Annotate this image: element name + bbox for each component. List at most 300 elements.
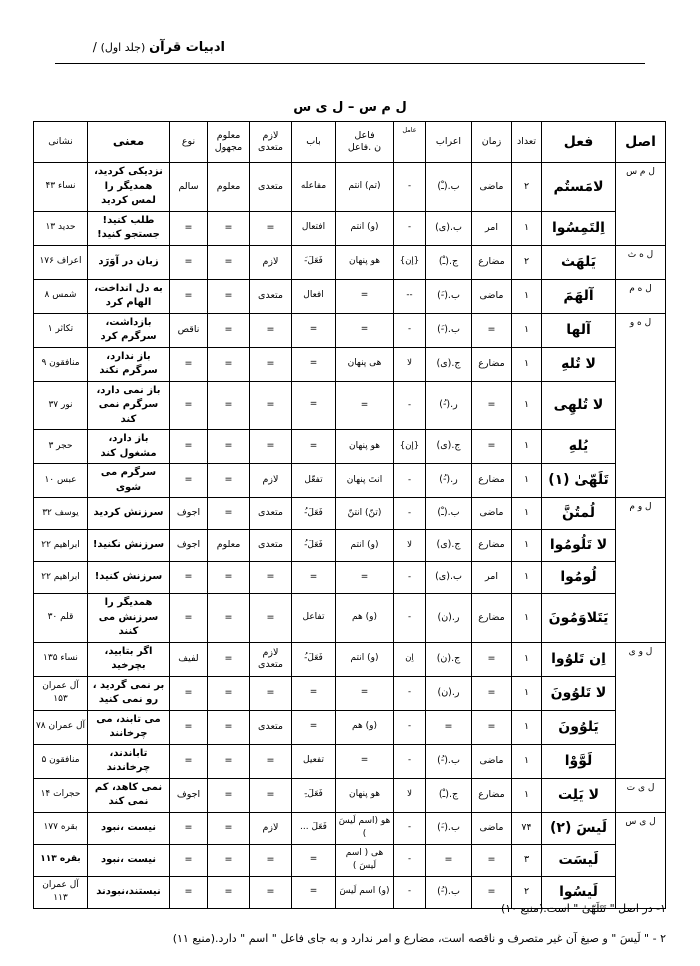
cell-bab: = xyxy=(292,710,336,744)
cell-fael: هو (اسم لَیسَ ) xyxy=(336,812,394,844)
cell-no: = xyxy=(170,430,208,464)
cell-fel: لَیسَ (۲) xyxy=(542,812,616,844)
cell-tedad: ۱ xyxy=(512,498,542,530)
table-row xyxy=(34,347,666,381)
cell-erab: ج.(ی) xyxy=(426,347,472,381)
cell-tedad: ۱ xyxy=(512,744,542,778)
cell-amel: - xyxy=(394,876,426,908)
cell-neshani: بقره ۱۷۷ xyxy=(34,812,88,844)
cell-malum: = xyxy=(208,211,250,245)
cell-neshani: قلم ۳۰ xyxy=(34,594,88,643)
cell-lazem: = xyxy=(250,876,292,908)
col-header-fael-line2: ن .فاعل xyxy=(347,142,382,153)
cell-tedad: ۱ xyxy=(512,430,542,464)
cell-malum: معلوم xyxy=(208,163,250,212)
cell-lazem: = xyxy=(250,844,292,876)
cell-tedad: ۱ xyxy=(512,778,542,812)
cell-tedad: ۲ xyxy=(512,245,542,279)
cell-fael: (و) اسم لَیسَ xyxy=(336,876,394,908)
cell-neshani: شمس ۸ xyxy=(34,279,88,313)
cell-asl: ل ه و xyxy=(616,313,666,498)
cell-erab: = xyxy=(426,844,472,876)
cell-neshani: نساء ۱۳۵ xyxy=(34,642,88,676)
cell-fel: آلهَمَ xyxy=(542,279,616,313)
col-header-fael xyxy=(336,122,394,163)
cell-lazem: = xyxy=(250,430,292,464)
cell-tedad: ۱ xyxy=(512,676,542,710)
cell-bab: = xyxy=(292,676,336,710)
cell-fael: (و) انتم xyxy=(336,211,394,245)
cell-mani: می تابند، می چرخانند xyxy=(88,710,170,744)
table-row xyxy=(34,844,666,876)
footnote-2: ۲ - " لَیسَ " و صیغ آن غیر متصرف و ناقصه است، مضارع و امر ندارد و به جای فاعل " اسم " دارد.(منبع ۱۱) xyxy=(172,931,666,945)
col-header-erab: اعراب xyxy=(426,122,472,163)
cell-bab: تفعّل xyxy=(292,464,336,498)
cell-zaman: = xyxy=(472,876,512,908)
cell-erab: ج.(ی) xyxy=(426,430,472,464)
cell-tedad: ۳ xyxy=(512,844,542,876)
cell-bab: فَعَلَ-ُ xyxy=(292,530,336,562)
cell-erab: ب.(-َ) xyxy=(426,313,472,347)
table-body xyxy=(34,163,666,909)
cell-fael: (و) هم xyxy=(336,710,394,744)
cell-no: = xyxy=(170,211,208,245)
cell-mani: اگر بتابید، بچرخید xyxy=(88,642,170,676)
col-header-no: نوع xyxy=(170,122,208,163)
cell-fael: (و) هم xyxy=(336,594,394,643)
cell-tedad: ۲ xyxy=(512,876,542,908)
cell-mani: تاباندند، چرخاندند xyxy=(88,744,170,778)
cell-asl: ل م س xyxy=(616,163,666,246)
cell-malum: = xyxy=(208,710,250,744)
cell-amel: لا xyxy=(394,530,426,562)
cell-fael: هو پنهان xyxy=(336,245,394,279)
cell-fael: هی پنهان xyxy=(336,347,394,381)
cell-mani: سرگرم می شوی xyxy=(88,464,170,498)
cell-malum: = xyxy=(208,313,250,347)
cell-fel: لا تَلُومُوا xyxy=(542,530,616,562)
cell-asl: ل ه ث xyxy=(616,245,666,279)
cell-fel: لَیسَت xyxy=(542,844,616,876)
cell-tedad: ۱ xyxy=(512,642,542,676)
cell-bab: فَعَلَ-ُ xyxy=(292,642,336,676)
table-row xyxy=(34,313,666,347)
cell-fel: لا تُلهِ xyxy=(542,347,616,381)
cell-neshani: نور ۳۷ xyxy=(34,381,88,430)
cell-mani: باز نمی دارد، سرگرم نمی کند xyxy=(88,381,170,430)
cell-lazem: = xyxy=(250,347,292,381)
cell-amel: - xyxy=(394,498,426,530)
cell-lazem: = xyxy=(250,744,292,778)
cell-fel: لُمتُنَّ xyxy=(542,498,616,530)
cell-neshani: حجر ۳ xyxy=(34,430,88,464)
cell-neshani: منافقون ۵ xyxy=(34,744,88,778)
table-row xyxy=(34,498,666,530)
cell-neshani: حجرات ۱۴ xyxy=(34,778,88,812)
cell-malum: معلوم xyxy=(208,530,250,562)
cell-amel: - xyxy=(394,744,426,778)
cell-tedad: ۱ xyxy=(512,347,542,381)
table-row xyxy=(34,642,666,676)
cell-mani: باز دارد، مشغول کند xyxy=(88,430,170,464)
cell-bab: = xyxy=(292,347,336,381)
cell-zaman: مضارع xyxy=(472,594,512,643)
table-row xyxy=(34,530,666,562)
cell-amel: لا xyxy=(394,347,426,381)
cell-zaman: = xyxy=(472,844,512,876)
cell-bab: فَعَلَ-ِ xyxy=(292,778,336,812)
cell-tedad: ۱ xyxy=(512,464,542,498)
cell-no: سالم xyxy=(170,163,208,212)
cell-zaman: = xyxy=(472,642,512,676)
table-row xyxy=(34,812,666,844)
cell-malum: = xyxy=(208,279,250,313)
cell-fael: = xyxy=(336,279,394,313)
table-row xyxy=(34,464,666,498)
cell-neshani: عبس ۱۰ xyxy=(34,464,88,498)
cell-bab: مفاعله xyxy=(292,163,336,212)
cell-lazem: لازم xyxy=(250,812,292,844)
table-row xyxy=(34,211,666,245)
cell-no: = xyxy=(170,245,208,279)
cell-no: = xyxy=(170,464,208,498)
table-row xyxy=(34,710,666,744)
cell-asl: ل ی س xyxy=(616,812,666,908)
cell-no: = xyxy=(170,812,208,844)
cell-amel: لا xyxy=(394,778,426,812)
cell-amel: -- xyxy=(394,279,426,313)
cell-malum: = xyxy=(208,245,250,279)
cell-mani: نیستند،نبودند xyxy=(88,876,170,908)
cell-neshani: نساء ۴۳ xyxy=(34,163,88,212)
cell-fel: یَلوُونَ xyxy=(542,710,616,744)
cell-bab: = xyxy=(292,844,336,876)
cell-mani: همدیگر را سرزنش می کنند xyxy=(88,594,170,643)
cell-malum: = xyxy=(208,778,250,812)
cell-bab: = xyxy=(292,381,336,430)
cell-fael: = xyxy=(336,676,394,710)
table-row xyxy=(34,778,666,812)
cell-tedad: ۱ xyxy=(512,381,542,430)
cell-zaman: امر xyxy=(472,211,512,245)
cell-mani: سرزنش کردید xyxy=(88,498,170,530)
cell-mani: نیست ،نبود xyxy=(88,812,170,844)
cell-tedad: ۱ xyxy=(512,313,542,347)
cell-erab: ب.(-َ) xyxy=(426,279,472,313)
cell-no: = xyxy=(170,844,208,876)
cell-asl: ل ی ت xyxy=(616,778,666,812)
cell-fael: (تنّ) انتنّ xyxy=(336,498,394,530)
cell-amel: اِن xyxy=(394,642,426,676)
cell-no: = xyxy=(170,710,208,744)
cell-mani: سرزنش نکنید! xyxy=(88,530,170,562)
cell-mani: بر نمی گردید ، رو نمی کنید xyxy=(88,676,170,710)
cell-erab: ر.(-ُ) xyxy=(426,381,472,430)
cell-tedad: ۱ xyxy=(512,530,542,562)
col-header-lazem: لازم متعدی xyxy=(250,122,292,163)
cell-tedad: ۱ xyxy=(512,211,542,245)
cell-bab: افعال xyxy=(292,279,336,313)
cell-no: لفیف xyxy=(170,642,208,676)
cell-lazem: متعدی xyxy=(250,279,292,313)
footnote-1: ۱- در اصل " تَتَلَهّیٰ " است.(منبع ۱۰) xyxy=(500,902,666,915)
cell-erab: ر.(ن) xyxy=(426,676,472,710)
cell-neshani: منافقون ۹ xyxy=(34,347,88,381)
cell-tedad: ۷۴ xyxy=(512,812,542,844)
cell-malum: = xyxy=(208,430,250,464)
cell-lazem: = xyxy=(250,211,292,245)
table-row xyxy=(34,562,666,594)
cell-tedad: ۲ xyxy=(512,163,542,212)
cell-zaman: امر xyxy=(472,562,512,594)
cell-asl: ل ه م xyxy=(616,279,666,313)
cell-zaman: ماضی xyxy=(472,498,512,530)
cell-amel: - xyxy=(394,710,426,744)
cell-fel: یَلهَث xyxy=(542,245,616,279)
cell-erab: ب.(ـْ) xyxy=(426,163,472,212)
cell-zaman: مضارع xyxy=(472,464,512,498)
cell-mani: باز ندارد، سرگرم نکند xyxy=(88,347,170,381)
cell-amel: {إن} xyxy=(394,245,426,279)
cell-malum: = xyxy=(208,642,250,676)
table-row xyxy=(34,245,666,279)
cell-neshani: آل عمران ۱۱۳ xyxy=(34,876,88,908)
volume-label: (جلد اول) xyxy=(100,41,146,54)
cell-erab: ب.(-ُ) xyxy=(426,876,472,908)
cell-asl: ل و ی xyxy=(616,642,666,778)
cell-lazem: = xyxy=(250,381,292,430)
col-header-asl: اصل xyxy=(616,122,666,163)
cell-amel: - xyxy=(394,562,426,594)
cell-erab: ب.(ی) xyxy=(426,211,472,245)
col-header-tedad: تعداد xyxy=(512,122,542,163)
cell-neshani: اعراف ۱۷۶ xyxy=(34,245,88,279)
cell-fel: لَوَّوْا xyxy=(542,744,616,778)
cell-tedad: ۱ xyxy=(512,279,542,313)
cell-fel: لا تُلهِی xyxy=(542,381,616,430)
cell-no: اجوف xyxy=(170,530,208,562)
cell-neshani: ابراهیم ۲۲ xyxy=(34,562,88,594)
cell-zaman: مضارع xyxy=(472,245,512,279)
cell-mani: طلب کنید! جستجو کنید! xyxy=(88,211,170,245)
cell-amel: - xyxy=(394,464,426,498)
cell-malum: = xyxy=(208,347,250,381)
cell-bab: = xyxy=(292,562,336,594)
cell-mani: سرزنش کنید! xyxy=(88,562,170,594)
header-rule xyxy=(55,63,645,64)
cell-mani: نیست ،نبود xyxy=(88,844,170,876)
cell-malum: = xyxy=(208,844,250,876)
cell-bab: = xyxy=(292,313,336,347)
cell-bab: فَعَلَ-ُ xyxy=(292,498,336,530)
cell-fael: (و) انتم xyxy=(336,530,394,562)
cell-malum: = xyxy=(208,812,250,844)
cell-lazem: متعدی xyxy=(250,530,292,562)
cell-fel: یُلهِ xyxy=(542,430,616,464)
cell-erab: ر.(-ُ) xyxy=(426,464,472,498)
cell-amel: - xyxy=(394,381,426,430)
cell-zaman: = xyxy=(472,676,512,710)
cell-fael: انتَ پنهان xyxy=(336,464,394,498)
cell-fael: = xyxy=(336,562,394,594)
cell-amel: - xyxy=(394,313,426,347)
cell-fael: هو پنهان xyxy=(336,430,394,464)
cell-tedad: ۱ xyxy=(512,594,542,643)
cell-lazem: لازم xyxy=(250,464,292,498)
cell-erab: ج.(ن) xyxy=(426,642,472,676)
cell-lazem: متعدی xyxy=(250,710,292,744)
cell-fel: لَیسُوا xyxy=(542,876,616,908)
cell-bab: = xyxy=(292,876,336,908)
cell-zaman: مضارع xyxy=(472,530,512,562)
cell-zaman: = xyxy=(472,381,512,430)
cell-malum: = xyxy=(208,464,250,498)
cell-no: = xyxy=(170,347,208,381)
cell-tedad: ۱ xyxy=(512,710,542,744)
cell-zaman: ماضی xyxy=(472,812,512,844)
cell-fael: = xyxy=(336,313,394,347)
cell-lazem: = xyxy=(250,778,292,812)
cell-bab: فَعَلَ ... xyxy=(292,812,336,844)
cell-fael: (تم) انتم xyxy=(336,163,394,212)
cell-neshani: آل عمران ۷۸ xyxy=(34,710,88,744)
cell-erab: = xyxy=(426,710,472,744)
verb-table-wrap xyxy=(34,121,666,909)
cell-fael: هی ( اسم لَیسَ ) xyxy=(336,844,394,876)
cell-neshani: آل عمران ۱۵۳ xyxy=(34,676,88,710)
cell-erab: ب.(-َ) xyxy=(426,812,472,844)
cell-erab: ج.(ـْ) xyxy=(426,245,472,279)
cell-erab: ر.(ن) xyxy=(426,594,472,643)
cell-lazem: متعدی xyxy=(250,163,292,212)
table-row xyxy=(34,163,666,212)
table-row xyxy=(34,279,666,313)
cell-no: اجوف xyxy=(170,778,208,812)
cell-tedad: ۱ xyxy=(512,562,542,594)
cell-no: اجوف xyxy=(170,498,208,530)
cell-no: = xyxy=(170,676,208,710)
cell-fel: لا تَلوُونَ xyxy=(542,676,616,710)
table-row xyxy=(34,744,666,778)
cell-amel: - xyxy=(394,812,426,844)
cell-no: = xyxy=(170,381,208,430)
cell-zaman: ماضی xyxy=(472,163,512,212)
cell-zaman: مضارع xyxy=(472,347,512,381)
cell-bab: افتعال xyxy=(292,211,336,245)
running-head xyxy=(55,40,225,55)
col-header-fel: فعل xyxy=(542,122,616,163)
cell-malum: = xyxy=(208,498,250,530)
cell-erab: ج.(ـْ) xyxy=(426,778,472,812)
table-row xyxy=(34,594,666,643)
cell-neshani: یوسف ۳۲ xyxy=(34,498,88,530)
cell-fel: اِلتَمِسُوا xyxy=(542,211,616,245)
cell-fael: هو پنهان xyxy=(336,778,394,812)
footnotes xyxy=(34,901,666,960)
cell-zaman: ماضی xyxy=(472,279,512,313)
cell-lazem: = xyxy=(250,313,292,347)
cell-fel: لامَستُم xyxy=(542,163,616,212)
cell-malum: = xyxy=(208,562,250,594)
cell-amel: - xyxy=(394,844,426,876)
cell-amel: - xyxy=(394,676,426,710)
table-row xyxy=(34,676,666,710)
cell-lazem: = xyxy=(250,676,292,710)
cell-amel: - xyxy=(394,163,426,212)
cell-mani: نزدیکی کردید، همدیگر را لمس کردید xyxy=(88,163,170,212)
cell-no: = xyxy=(170,279,208,313)
cell-zaman: = xyxy=(472,430,512,464)
cell-neshani: بقره ۱۱۳ xyxy=(34,844,88,876)
cell-malum: = xyxy=(208,876,250,908)
cell-amel: {إن} xyxy=(394,430,426,464)
col-header-fael-line1: فاعل xyxy=(354,129,375,141)
cell-lazem: = xyxy=(250,562,292,594)
col-header-malum: معلوم مجهول xyxy=(208,122,250,163)
cell-fael: (و) انتم xyxy=(336,642,394,676)
cell-lazem: = xyxy=(250,594,292,643)
page-slash: / xyxy=(92,40,97,54)
cell-mani: زبان در آوَرَد xyxy=(88,245,170,279)
cell-lazem: متعدی xyxy=(250,498,292,530)
book-title: ادبیات قرآن xyxy=(149,40,225,55)
cell-fel: آلها xyxy=(542,313,616,347)
cell-erab: ب.(ـْ) xyxy=(426,498,472,530)
cell-neshani: حدید ۱۳ xyxy=(34,211,88,245)
section-title: ل م س – ل ی س xyxy=(293,100,407,115)
cell-fel: یَتَلاوَمُونَ xyxy=(542,594,616,643)
cell-neshani: تکاثر ۱ xyxy=(34,313,88,347)
cell-erab: ب.(ی) xyxy=(426,562,472,594)
cell-neshani: ابراهیم ۲۲ xyxy=(34,530,88,562)
cell-amel: - xyxy=(394,594,426,643)
cell-fel: تَلَهّیٰ (۱) xyxy=(542,464,616,498)
table-row xyxy=(34,430,666,464)
cell-malum: = xyxy=(208,744,250,778)
cell-fael: = xyxy=(336,744,394,778)
cell-lazem: لازم متعدی xyxy=(250,642,292,676)
col-header-bab: باب xyxy=(292,122,336,163)
cell-zaman: مضارع xyxy=(472,778,512,812)
cell-fel: لا یَلِت xyxy=(542,778,616,812)
cell-no: ناقص xyxy=(170,313,208,347)
verb-table xyxy=(33,121,666,909)
cell-no: = xyxy=(170,876,208,908)
table-row xyxy=(34,381,666,430)
cell-bab: فَعَلَ-َ xyxy=(292,245,336,279)
header-row xyxy=(34,122,666,163)
cell-zaman: = xyxy=(472,313,512,347)
cell-lazem: لازم xyxy=(250,245,292,279)
cell-amel: - xyxy=(394,211,426,245)
cell-erab: ج.(ی) xyxy=(426,530,472,562)
col-header-mani: معنی xyxy=(88,122,170,163)
cell-no: = xyxy=(170,562,208,594)
cell-fel: لُومُوا xyxy=(542,562,616,594)
col-header-amel: عامل xyxy=(394,122,426,163)
cell-bab: تفاعل xyxy=(292,594,336,643)
cell-mani: نمی کاهد، کم نمی کند xyxy=(88,778,170,812)
cell-zaman: = xyxy=(472,710,512,744)
cell-asl: ل و م xyxy=(616,498,666,643)
cell-bab: تفعیل xyxy=(292,744,336,778)
cell-fael: = xyxy=(336,381,394,430)
cell-erab: ب.(-ُ) xyxy=(426,744,472,778)
cell-mani: بازداشت، سرگرم کرد xyxy=(88,313,170,347)
cell-fel: اِن تَلوُوا xyxy=(542,642,616,676)
cell-malum: = xyxy=(208,676,250,710)
col-header-zaman: زمان xyxy=(472,122,512,163)
